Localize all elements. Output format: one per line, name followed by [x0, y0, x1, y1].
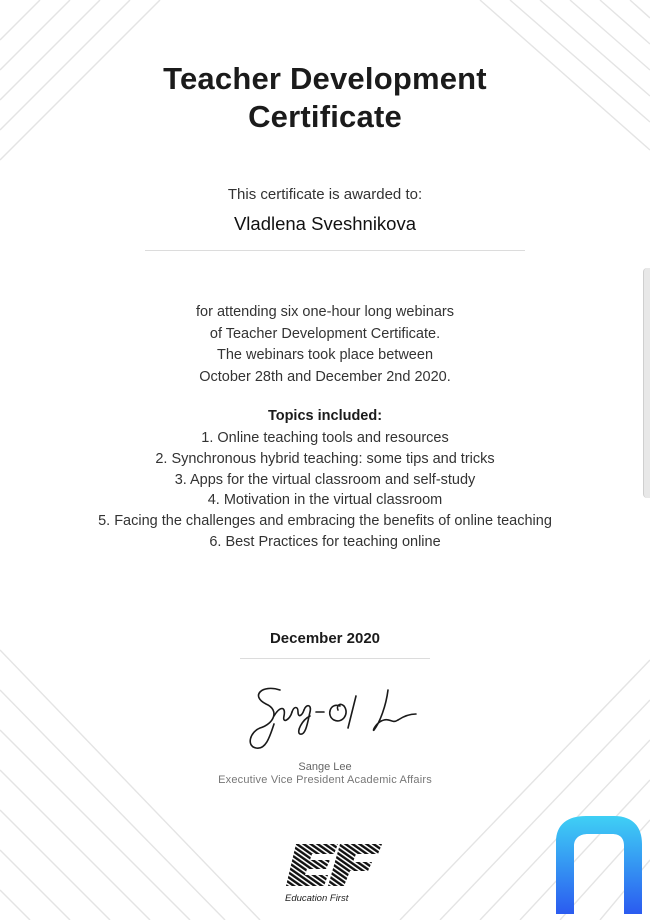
- topic-item: 2. Synchronous hybrid teaching: some tips and tricks: [155, 450, 495, 467]
- signer-title: Executive Vice President Academic Affairs: [218, 774, 432, 786]
- topic-item: 6. Best Practices for teaching online: [209, 533, 441, 550]
- description-line: The webinars took place between: [216, 347, 434, 363]
- description-line: of Teacher Development Certificate.: [209, 325, 441, 342]
- topic-item: 3. Apps for the virtual classroom and self-study: [174, 471, 476, 488]
- topic-item: 4. Motivation in the virtual classroom: [207, 492, 443, 509]
- date-divider: [240, 658, 430, 659]
- recipient-name: Vladlena Sveshnikova: [233, 213, 417, 234]
- signer-name: Sange Lee: [298, 761, 352, 773]
- topics-list: [0, 428, 650, 553]
- topics-heading: Topics included:: [267, 408, 383, 424]
- title-line-2: Certificate: [248, 99, 402, 134]
- certificate-title: [0, 60, 650, 136]
- scrollbar-handle[interactable]: [643, 268, 650, 498]
- corner-brand-mark-icon: [552, 812, 644, 914]
- ef-logo-icon: [282, 840, 387, 892]
- recipient-divider: [145, 250, 525, 251]
- certificate-description: [0, 302, 650, 388]
- ef-logo: [282, 840, 387, 905]
- certificate-date: December 2020: [269, 630, 381, 647]
- description-line: for attending six one-hour long webinars: [196, 304, 454, 320]
- topic-item: 5. Facing the challenges and embracing the benefits of online teaching: [98, 513, 552, 530]
- signature: [240, 676, 430, 756]
- topic-item: 1. Online teaching tools and resources: [201, 430, 449, 446]
- logo-caption: Education First: [285, 893, 349, 904]
- awarded-to-label: This certificate is awarded to:: [227, 186, 423, 203]
- description-line: October 28th and December 2nd 2020.: [199, 368, 451, 385]
- title-line-1: Teacher Development: [163, 61, 487, 96]
